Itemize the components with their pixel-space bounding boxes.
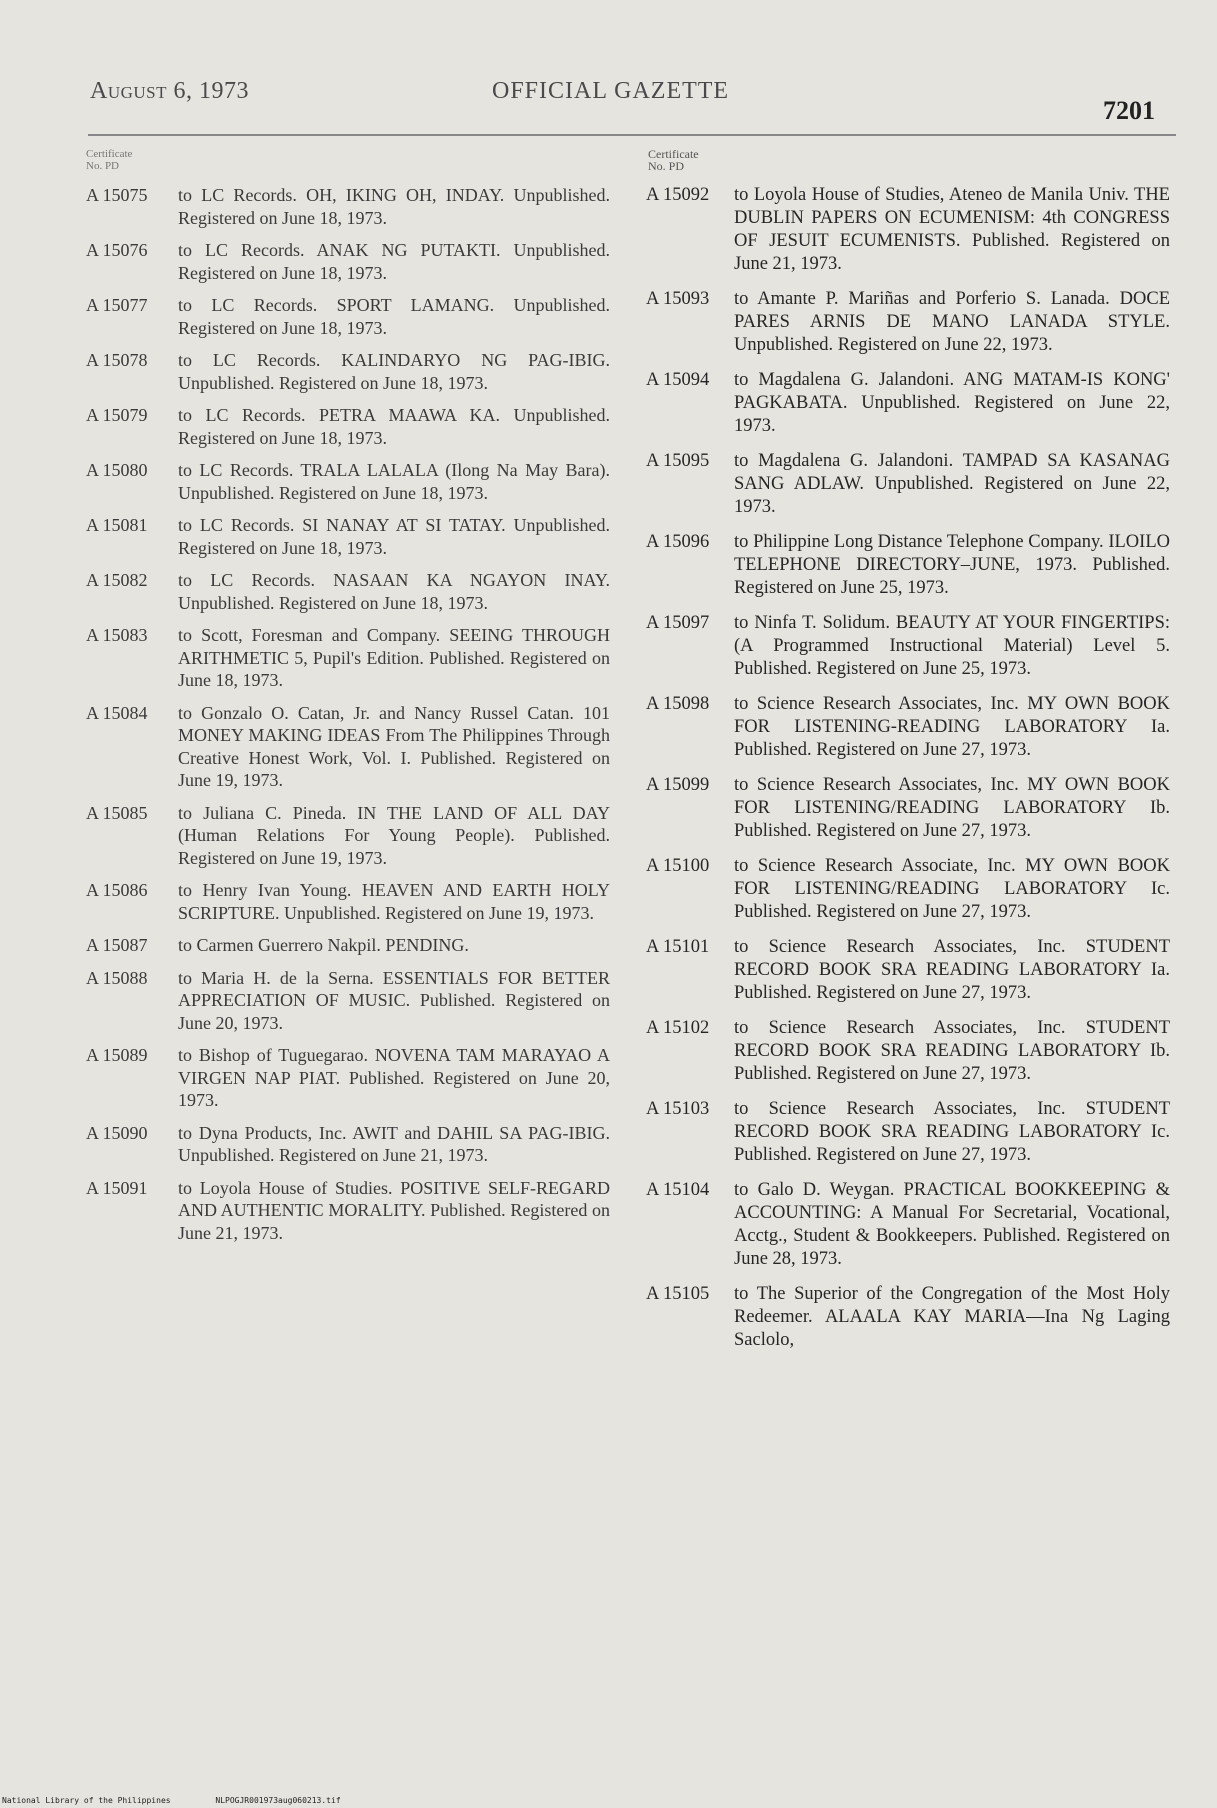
registration-entry [630, 693, 1170, 762]
certificate-number: A 15091 [86, 1177, 148, 1198]
entry-text: to Science Research Associates, Inc. MY OWN BOOK FOR LISTENING-READING LABORATORY Ia. Published. Registered on June 27, 1973. [734, 694, 1170, 760]
entry-text: to Science Research Associates, Inc. STUDENT RECORD BOOK SRA READING LABORATORY Ia. Published. Registered on June 27, 1973. [734, 937, 1170, 1003]
entry-text: to Scott, Foresman and Company. SEEING THROUGH ARITHMETIC 5, Pupil's Edition. Published. Registered on June 18, 1973. [178, 625, 610, 690]
footer-file: NLPOGJR001973aug060213.tif [215, 1796, 341, 1805]
entry-text: to Galo D. Weygan. PRACTICAL BOOKKEEPING & ACCOUNTING: A Manual For Secretarial, Vocational, Acctg., Student & Bookkeepers. Published. Registered on June 28, 1973. [734, 1180, 1170, 1269]
certificate-number: A 15102 [646, 1018, 710, 1038]
entry-text: to Science Research Associates, Inc. MY OWN BOOK FOR LISTENING/READING LABORATORY Ib. Published. Registered on June 27, 1973. [734, 775, 1170, 841]
registration-entry [70, 404, 610, 449]
certificate-number: A 15087 [86, 935, 148, 955]
registration-entry [70, 1177, 610, 1245]
certificate-number: A 15077 [86, 295, 148, 315]
registration-entry [630, 1179, 1170, 1271]
entry-text: to Dyna Products, Inc. AWIT and DAHIL SA PAG-IBIG. Unpublished. Registered on June 21, 1973. [178, 1122, 610, 1165]
entry-text: to Amante P. Mariñas and Porferio S. Lanada. DOCE PARES ARNIS DE MANO LANADA STYLE. Unpublished. Registered on June 22, 1973. [734, 289, 1170, 355]
left-entries [70, 184, 610, 1244]
registration-entry [70, 967, 610, 1035]
certificate-number: A 15075 [86, 185, 148, 205]
entry-text: to Science Research Associates, Inc. STUDENT RECORD BOOK SRA READING LABORATORY Ib. Published. Registered on June 27, 1973. [734, 1018, 1170, 1084]
certificate-number: A 15094 [646, 370, 710, 390]
entry-text: to LC Records. OH, IKING OH, INDAY. Unpublished. Registered on June 18, 1973. [178, 185, 610, 228]
certificate-number: A 15104 [646, 1180, 710, 1200]
registration-entry [70, 459, 610, 504]
certificate-number: A 15103 [646, 1099, 710, 1119]
left-column-heading [86, 148, 610, 172]
right-column-heading [648, 148, 1170, 172]
registration-entry [70, 514, 610, 559]
entry-text: to Maria H. de la Serna. ESSENTIALS FOR BETTER APPRECIATION OF MUSIC. Published. Registered on June 20, 1973. [178, 967, 610, 1033]
registration-entry [70, 184, 610, 229]
entry-text: to Loyola House of Studies. POSITIVE SELF-REGARD AND AUTHENTIC MORALITY. Published. Registered on June 21, 1973. [178, 1177, 610, 1243]
certificate-number: A 15101 [646, 937, 710, 957]
entry-text: to The Superior of the Congregation of the Most Holy Redeemer. ALAALA KAY MARIA—Ina Ng Laging Saclolo, [734, 1284, 1170, 1350]
entry-text: to LC Records. PETRA MAAWA KA. Unpublished. Registered on June 18, 1973. [178, 405, 610, 448]
certificate-number: A 15105 [646, 1284, 710, 1304]
publication-title: OFFICIAL GAZETTE [492, 78, 730, 104]
certificate-number: A 15089 [86, 1045, 148, 1065]
entry-text: to Carmen Guerrero Nakpil. PENDING. [178, 935, 469, 955]
left-heading-line1: Certificate [86, 148, 133, 160]
entry-text: to Juliana C. Pineda. IN THE LAND OF ALL DAY (Human Relations For Young People). Published. Registered on June 19, 1973. [178, 802, 610, 868]
registration-entry [630, 612, 1170, 681]
registration-entry [70, 802, 610, 870]
entry-text: to Gonzalo O. Catan, Jr. and Nancy Russel Catan. 101 MONEY MAKING IDEAS From The Philippines Through Creative Honest Work, Vol. I. Published. Registered on June 19, 1973. [178, 702, 610, 790]
registration-entry [70, 294, 610, 339]
registration-entry [70, 934, 610, 957]
certificate-number: A 15099 [646, 775, 710, 795]
entry-text: to Ninfa T. Solidum. BEAUTY AT YOUR FINGERTIPS: (A Programmed Instructional Material) Level 5. Published. Registered on June 25, 1973. [734, 613, 1170, 679]
entry-text: to Loyola House of Studies, Ateneo de Manila Univ. THE DUBLIN PAPERS ON ECUMENISM: 4th CONGRESS OF JESUIT ECUMENISTS. Published. Registered on June 21, 1973. [734, 185, 1170, 274]
registration-entry [70, 1122, 610, 1167]
entry-text: to LC Records. KALINDARYO NG PAG-IBIG. Unpublished. Registered on June 18, 1973. [178, 350, 610, 393]
registration-entry [630, 184, 1170, 276]
registration-entry [630, 1283, 1170, 1352]
entry-text: to LC Records. NASAAN KA NGAYON INAY. Unpublished. Registered on June 18, 1973. [178, 570, 610, 613]
entry-text: to Magdalena G. Jalandoni. TAMPAD SA KASANAG SANG ADLAW. Unpublished. Registered on June 22, 1973. [734, 451, 1170, 517]
registration-entry [630, 531, 1170, 600]
registration-entry [70, 702, 610, 792]
certificate-number: A 15086 [86, 880, 148, 900]
certificate-number: A 15085 [86, 802, 148, 823]
entry-text: to Henry Ivan Young. HEAVEN AND EARTH HOLY SCRIPTURE. Unpublished. Registered on June 19, 1973. [178, 880, 610, 923]
certificate-number: A 15088 [86, 967, 148, 988]
registration-entry [630, 288, 1170, 357]
certificate-number: A 15080 [86, 460, 148, 480]
certificate-number: A 15097 [646, 613, 710, 633]
issue-date: August 6, 1973 [90, 78, 250, 104]
certificate-number: A 15090 [86, 1122, 148, 1143]
registration-entry [630, 1098, 1170, 1167]
entry-text: to Bishop of Tuguegarao. NOVENA TAM MARAYAO A VIRGEN NAP PIAT. Published. Registered on June 20, 1973. [178, 1045, 610, 1110]
scan-footer [2, 1796, 381, 1805]
certificate-number: A 15096 [646, 532, 710, 552]
certificate-number: A 15092 [646, 185, 710, 205]
registration-entry [630, 369, 1170, 438]
registration-entry [630, 855, 1170, 924]
entry-text: to LC Records. SPORT LAMANG. Unpublished. Registered on June 18, 1973. [178, 295, 610, 338]
footer-source: National Library of the Philippines [2, 1796, 171, 1805]
registration-entry [630, 1017, 1170, 1086]
registration-entry [70, 879, 610, 924]
certificate-number: A 15081 [86, 515, 148, 535]
registration-entry [630, 450, 1170, 519]
registration-entry [70, 239, 610, 284]
certificate-number: A 15084 [86, 702, 148, 723]
registration-entry [70, 569, 610, 614]
left-column [70, 148, 610, 1254]
right-heading-line1: Certificate [648, 147, 699, 161]
entry-text: to LC Records. ANAK NG PUTAKTI. Unpublished. Registered on June 18, 1973. [178, 240, 610, 283]
right-heading-line2: No. PD [648, 159, 685, 173]
certificate-number: A 15100 [646, 856, 710, 876]
page-number: 7201 [1103, 96, 1155, 125]
certificate-number: A 15076 [86, 240, 148, 260]
registration-entry [70, 349, 610, 394]
certificate-number: A 15098 [646, 694, 710, 714]
right-entries [630, 184, 1170, 1352]
certificate-number: A 15083 [86, 625, 148, 645]
registration-entry [70, 1044, 610, 1112]
right-column [630, 148, 1170, 1364]
entry-text: to Magdalena G. Jalandoni. ANG MATAM-IS KONG' PAGKABATA. Unpublished. Registered on June 22, 1973. [734, 370, 1170, 436]
entry-text: to LC Records. SI NANAY AT SI TATAY. Unpublished. Registered on June 18, 1973. [178, 515, 610, 558]
entry-text: to Science Research Associates, Inc. STUDENT RECORD BOOK SRA READING LABORATORY Ic. Published. Registered on June 27, 1973. [734, 1099, 1170, 1165]
entry-text: to Philippine Long Distance Telephone Company. ILOILO TELEPHONE DIRECTORY–JUNE, 1973. Published. Registered on June 25, 1973. [734, 532, 1170, 598]
left-heading-line2: No. PD [86, 160, 120, 172]
registration-entry [630, 936, 1170, 1005]
certificate-number: A 15095 [646, 451, 710, 471]
registration-entry [70, 624, 610, 692]
header-rule [88, 134, 1176, 136]
certificate-number: A 15078 [86, 350, 148, 370]
entry-text: to Science Research Associate, Inc. MY OWN BOOK FOR LISTENING/READING LABORATORY Ic. Published. Registered on June 27, 1973. [734, 856, 1170, 922]
certificate-number: A 15093 [646, 289, 710, 309]
entry-text: to LC Records. TRALA LALALA (Ilong Na May Bara). Unpublished. Registered on June 18, 1973. [178, 460, 610, 503]
certificate-number: A 15082 [86, 570, 148, 590]
registration-entry [630, 774, 1170, 843]
certificate-number: A 15079 [86, 405, 148, 425]
